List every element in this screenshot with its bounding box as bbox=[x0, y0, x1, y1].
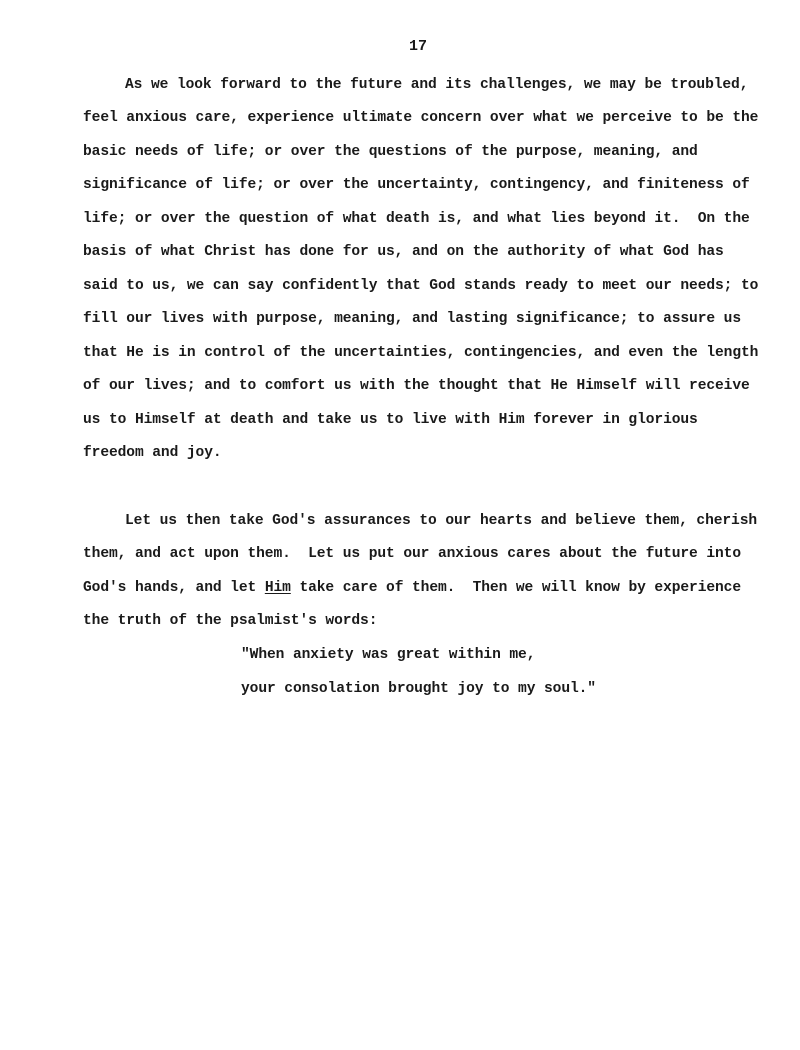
line-text: take care of them. Then we will know by experience bbox=[290, 580, 741, 596]
paragraph-line: us to Himself at death and take us to live with Him forever in glorious bbox=[83, 412, 698, 428]
paragraph-line: freedom and joy. bbox=[83, 445, 222, 461]
paragraph-line: Let us then take God's assurances to our hearts and believe them, cherish bbox=[125, 513, 758, 529]
paragraph-line: of our lives; and to comfort us with the thought that He Himself will receive bbox=[83, 378, 750, 394]
paragraph-line: basic needs of life; or over the questions of the purpose, meaning, and bbox=[83, 144, 698, 160]
paragraph-line: feel anxious care, experience ultimate concern over what we perceive to be the bbox=[83, 110, 759, 126]
emphasis-him: Him bbox=[264, 580, 291, 596]
paragraph-line: As we look forward to the future and its challenges, we may be troubled, bbox=[125, 77, 749, 93]
paragraph-line: significance of life; or over the uncertainty, contingency, and finiteness of bbox=[83, 177, 750, 193]
quote-line: "When anxiety was great within me, bbox=[241, 647, 536, 663]
page-number: 17 bbox=[408, 38, 427, 55]
paragraph-line: fill our lives with purpose, meaning, and lasting significance; to assure us bbox=[83, 311, 741, 327]
quote-line: your consolation brought joy to my soul." bbox=[241, 681, 596, 697]
paragraph-line: the truth of the psalmist's words: bbox=[83, 613, 378, 629]
line-text: God's hands, and let bbox=[83, 580, 265, 596]
paragraph-line: life; or over the question of what death is, and what lies beyond it. On the bbox=[83, 211, 750, 227]
paragraph-line bbox=[83, 578, 741, 598]
paragraph-line: that He is in control of the uncertainties, contingencies, and even the length bbox=[83, 345, 759, 361]
paragraph-line: said to us, we can say confidently that God stands ready to meet our needs; to bbox=[83, 278, 759, 294]
paragraph-line: them, and act upon them. Let us put our anxious cares about the future into bbox=[83, 546, 741, 562]
paragraph-line: basis of what Christ has done for us, and on the authority of what God has bbox=[83, 244, 724, 260]
